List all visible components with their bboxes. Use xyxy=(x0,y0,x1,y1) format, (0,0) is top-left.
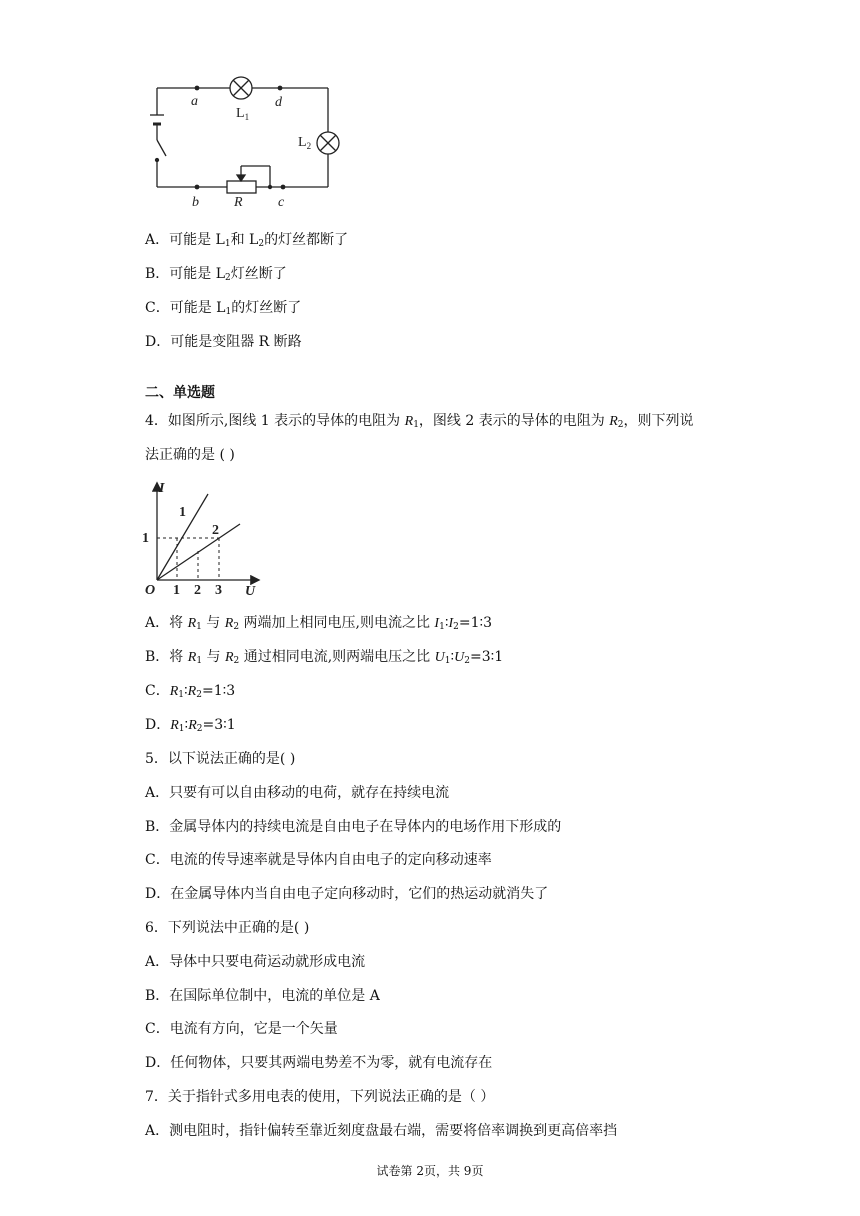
q4-option-d: D．$R_1∶R_2=3∶1$ xyxy=(145,717,236,734)
q5-stem: 5．以下说法正确的是( ) xyxy=(145,751,296,767)
q3-option-a: A．可能是 $L_1$和 $L_2$的灯丝都断了 xyxy=(145,232,349,249)
switch-symbol xyxy=(156,140,167,162)
y-axis-label: I xyxy=(159,481,165,496)
origin-label: O xyxy=(145,583,156,598)
section-heading: 二、单选题 xyxy=(145,385,215,401)
q5-option-c: C．电流的传导速率就是导体内自由电子的定向移动速率 xyxy=(145,852,492,868)
label-b: b xyxy=(192,195,199,210)
x-tick-2: 2 xyxy=(194,583,201,598)
node-a xyxy=(195,86,200,91)
lamp-l2-symbol xyxy=(317,132,339,154)
label-l2: $L_2$ xyxy=(298,135,312,151)
lamp-l1-symbol xyxy=(230,77,252,99)
q7-stem: 7．关于指针式多用电表的使用，下列说法正确的是（ ） xyxy=(145,1089,495,1105)
q4-option-b: B．将 $R_1$ 与 $R_2$ 通过相同电流,则两端电压之比 $U_1∶U_2=3∶1$ xyxy=(145,649,504,666)
q5-option-b: B．金属导体内的持续电流是自由电子在导体内的电场作用下形成的 xyxy=(145,819,562,835)
rheostat-symbol xyxy=(227,166,270,193)
q5-option-d: D．在金属导体内当自由电子定向移动时，它们的热运动就消失了 xyxy=(145,886,549,902)
q6-option-a: A．导体中只要电荷运动就形成电流 xyxy=(145,954,366,970)
x-tick-1: 1 xyxy=(173,583,180,598)
q4-stem-line1: 4．如图所示,图线 1 表示的导体的电阻为 $R_1$，图线 2 表示的导体的电阻为 $R_2$，则下列说 xyxy=(145,413,694,430)
label-l1: $L_1$ xyxy=(236,106,250,122)
node-d xyxy=(278,86,283,91)
q4-option-c: C．$R_1∶R_2=1∶3$ xyxy=(145,683,236,700)
q5-option-a: A．只要有可以自由移动的电荷，就存在持续电流 xyxy=(145,785,450,801)
y-tick-1: 1 xyxy=(142,531,149,546)
q3-option-b: B．可能是 $L_2$灯丝断了 xyxy=(145,266,287,283)
q6-option-b: B．在国际单位制中，电流的单位是 A xyxy=(145,988,380,1004)
q4-option-a: A．将 $R_1$ 与 $R_2$ 两端加上相同电压,则电流之比 $I_1∶I_2=1∶3$ xyxy=(145,615,493,632)
label-c: c xyxy=(278,195,285,210)
q6-option-c: C．电流有方向，它是一个矢量 xyxy=(145,1021,338,1037)
line2-label: 2 xyxy=(212,523,219,538)
iu-graph xyxy=(138,478,268,598)
x-axis-label: U xyxy=(245,584,256,598)
page-footer: 试卷第 2页，共 9页 xyxy=(376,1164,484,1178)
line1-label: 1 xyxy=(179,505,186,520)
q7-option-a: A．测电阻时，指针偏转至靠近刻度盘最右端，需要将倍率调换到更高倍率挡 xyxy=(145,1123,618,1139)
q6-stem: 6．下列说法中正确的是( ) xyxy=(145,920,310,936)
battery-symbol xyxy=(150,115,164,124)
q6-option-d: D．任何物体，只要其两端电势差不为零，就有电流存在 xyxy=(145,1055,493,1071)
node-c xyxy=(281,185,286,190)
label-d: d xyxy=(275,95,282,110)
q3-option-c: C．可能是 $L_1$的灯丝断了 xyxy=(145,300,302,317)
label-r: R xyxy=(234,195,243,210)
label-a: a xyxy=(191,94,198,109)
node-b xyxy=(195,185,200,190)
circuit-diagram xyxy=(140,72,350,214)
x-tick-3: 3 xyxy=(215,583,222,598)
q3-option-d: D．可能是变阻器 R 断路 xyxy=(145,334,302,350)
q4-stem-line2: 法正确的是 ( ) xyxy=(145,447,235,463)
